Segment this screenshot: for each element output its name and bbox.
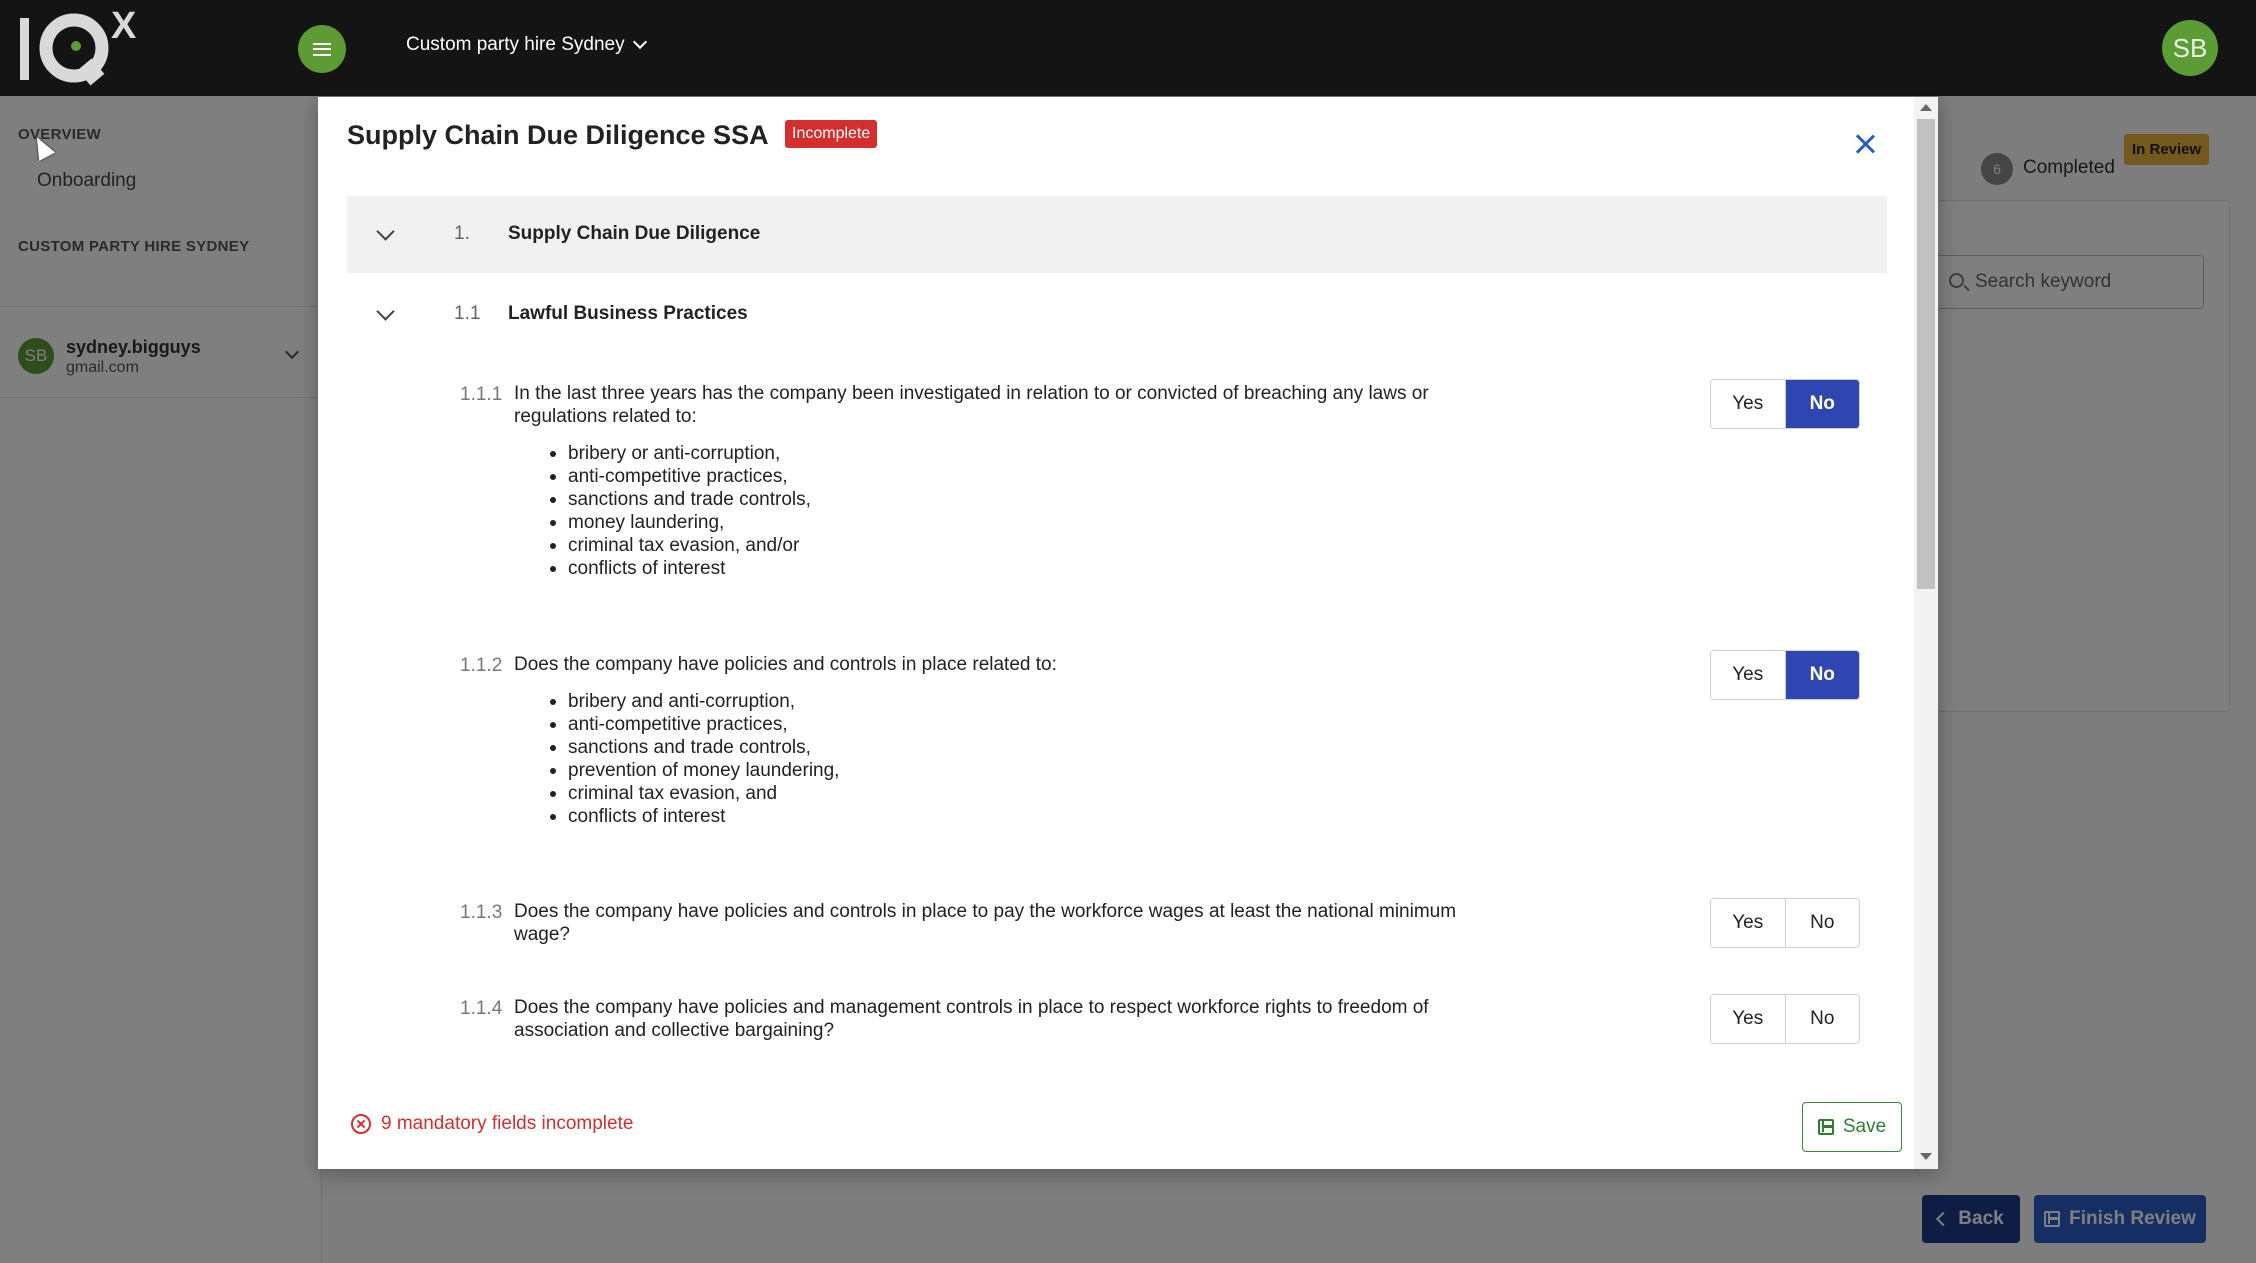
scrollbar-thumb[interactable] [1917, 119, 1935, 589]
list-item: bribery and anti-corruption, [568, 690, 839, 713]
subsection-title: Lawful Business Practices [508, 303, 748, 324]
warning-text: 9 mandatory fields incomplete [381, 1113, 634, 1134]
no-button[interactable]: No [1785, 899, 1860, 947]
yes-no-toggle [1710, 994, 1860, 1044]
yes-button[interactable]: Yes [1711, 899, 1785, 947]
list-item: conflicts of interest [568, 557, 811, 580]
close-icon[interactable] [1852, 132, 1878, 158]
yes-no-toggle [1710, 898, 1860, 948]
no-button[interactable]: No [1785, 995, 1860, 1043]
yes-no-toggle [1710, 650, 1860, 700]
organization-dropdown[interactable] [406, 34, 645, 56]
list-item: anti-competitive practices, [568, 465, 811, 488]
section-number: 1. [454, 223, 470, 244]
save-button-label: Save [1842, 1116, 1887, 1137]
error-circle-icon [351, 1114, 371, 1134]
user-avatar[interactable]: SB [2162, 20, 2218, 76]
scroll-down-arrow-icon[interactable] [1920, 1153, 1932, 1160]
question-list [568, 690, 839, 828]
question-number: 1.1.2 [460, 655, 503, 676]
yes-button[interactable]: Yes [1711, 651, 1785, 699]
menu-button[interactable] [298, 25, 346, 73]
list-item: conflicts of interest [568, 805, 839, 828]
question-text: Does the company have policies and management controls in place to respect workforce rights to freedom of association and collective bargaining? [514, 997, 1429, 1041]
organization-name: Custom party hire Sydney [406, 34, 625, 55]
list-item: anti-competitive practices, [568, 713, 839, 736]
yes-button[interactable]: Yes [1711, 995, 1785, 1043]
iqx-logo[interactable] [16, 4, 156, 86]
question-list [568, 442, 811, 580]
save-button[interactable] [1802, 1102, 1902, 1152]
question-number: 1.1.1 [460, 384, 503, 405]
list-item: bribery or anti-corruption, [568, 442, 811, 465]
list-item: criminal tax evasion, and/or [568, 534, 811, 557]
list-item: criminal tax evasion, and [568, 782, 839, 805]
modal-title: Supply Chain Due Diligence SSA [347, 120, 769, 150]
list-item: sanctions and trade controls, [568, 736, 839, 759]
subsection-number: 1.1 [454, 303, 481, 324]
svg-text:X: X [111, 5, 137, 47]
incomplete-badge: Incomplete [785, 120, 877, 148]
question-text: In the last three years has the company been investigated in relation to or convicted of breaching any laws or regulations related to: [514, 383, 1429, 427]
yes-button[interactable]: Yes [1711, 380, 1785, 428]
assessment-modal [318, 97, 1938, 1169]
top-bar [0, 0, 2256, 96]
mandatory-fields-warning [351, 1113, 633, 1135]
list-item: sanctions and trade controls, [568, 489, 811, 510]
question-number: 1.1.3 [460, 902, 503, 923]
no-button[interactable]: No [1785, 380, 1860, 428]
hamburger-icon [313, 43, 331, 56]
no-button[interactable]: No [1785, 651, 1860, 699]
chevron-down-icon[interactable] [376, 302, 394, 320]
question-number: 1.1.4 [460, 998, 503, 1019]
yes-no-toggle [1710, 379, 1860, 429]
list-item: prevention of money laundering, [568, 760, 840, 781]
list-item: money laundering, [568, 511, 811, 534]
chevron-down-icon [633, 35, 647, 49]
section-title: Supply Chain Due Diligence [508, 223, 761, 244]
scroll-up-arrow-icon[interactable] [1920, 104, 1932, 111]
save-icon [1818, 1119, 1834, 1135]
question-text: Does the company have policies and controls in place to pay the workforce wages at least the national minimum wage? [514, 901, 1457, 945]
question-text: Does the company have policies and controls in place related to: [514, 654, 1057, 675]
